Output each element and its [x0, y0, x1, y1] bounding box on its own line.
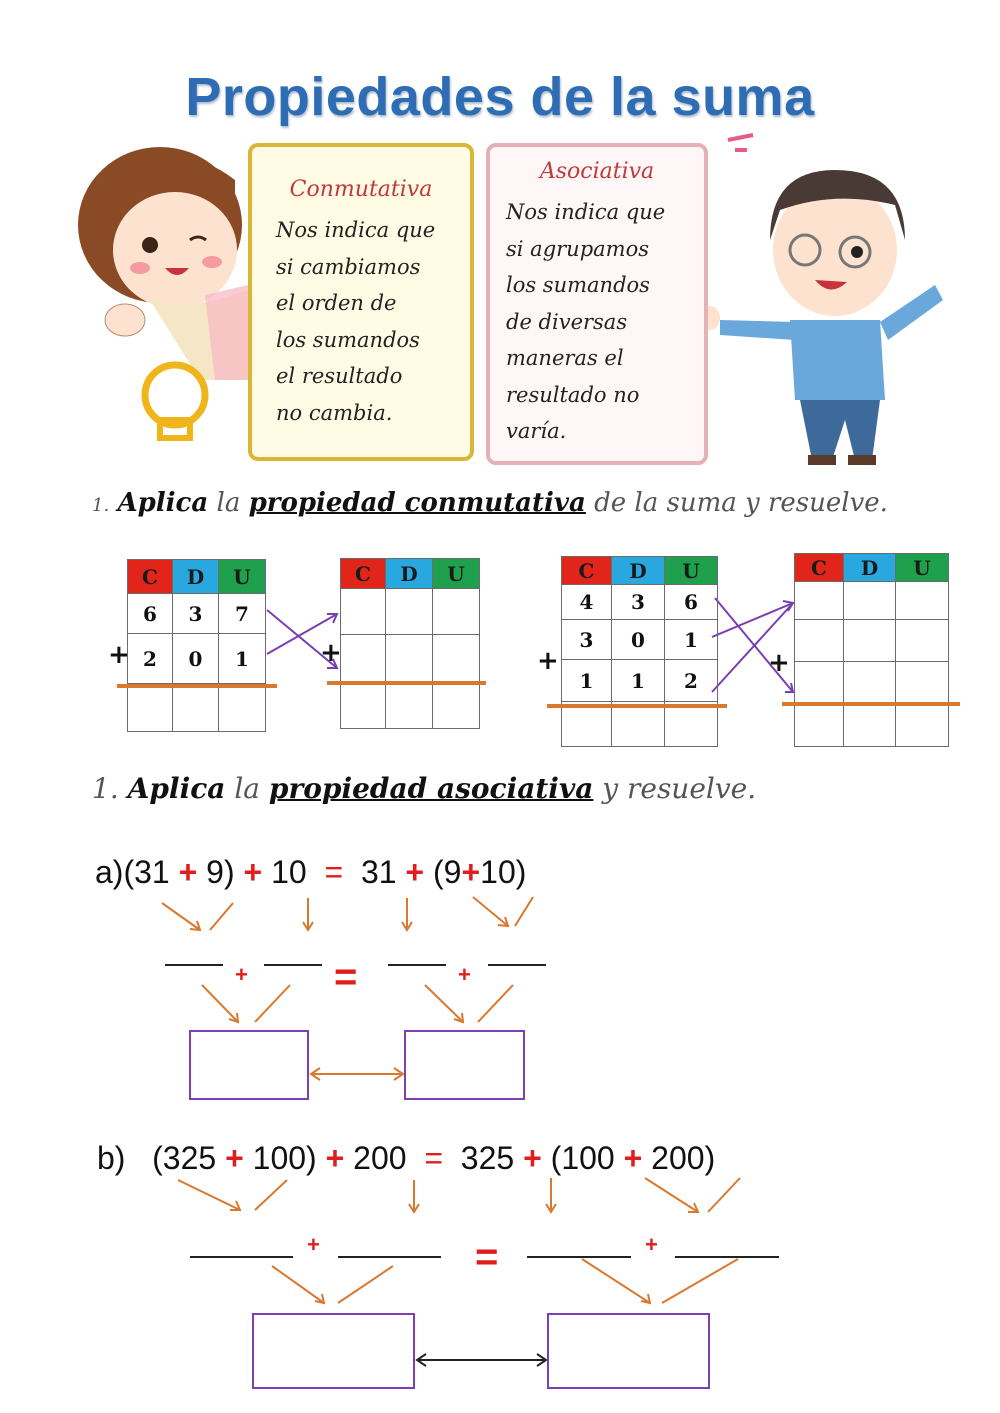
card-line: varía. [506, 419, 567, 443]
instruction-verb: Aplica [117, 488, 209, 518]
sum-line [547, 704, 727, 708]
answer-blank[interactable] [165, 964, 223, 966]
plus-sign: + [768, 648, 790, 678]
expr-term: 9) [206, 854, 235, 890]
instruction-property: propiedad asociativa [268, 772, 594, 805]
answer-blank[interactable] [190, 1256, 293, 1258]
answer-cell[interactable] [896, 662, 949, 704]
card-line: resultado no [506, 382, 640, 407]
answer-cell[interactable] [433, 635, 480, 685]
header-d: D [844, 554, 896, 582]
expression-b [97, 1140, 715, 1177]
plus-sign: + [325, 1140, 345, 1176]
answer-box[interactable] [547, 1313, 710, 1389]
instruction-verb: Aplica [127, 772, 226, 805]
answer-blank[interactable] [338, 1256, 441, 1258]
answer-cell[interactable] [844, 704, 896, 747]
cdu-table-2 [340, 558, 480, 729]
cdu-table-1 [127, 559, 266, 732]
sum-line [117, 684, 277, 688]
equals-sign: = [475, 1235, 499, 1279]
cell: 1 [612, 660, 665, 702]
answer-cell[interactable] [844, 662, 896, 704]
card-line: los sumandos [276, 327, 420, 352]
cell: 6 [128, 594, 173, 634]
page-title: Propiedades de la suma [185, 67, 815, 127]
plus-sign: + [458, 962, 471, 987]
expr-term: (31 [123, 854, 170, 890]
instruction-conmutativa [92, 488, 888, 518]
answer-cell[interactable] [386, 635, 433, 685]
answer-blank[interactable] [264, 964, 322, 966]
plus-sign: + [405, 854, 425, 890]
card-line: Nos indica que [506, 200, 666, 224]
instruction-asociativa [92, 772, 756, 805]
expr-term: 100) [252, 1140, 317, 1176]
answer-cell[interactable] [665, 702, 718, 747]
plus-sign: + [320, 638, 342, 668]
cdu-table-3 [561, 556, 718, 747]
card-line: si cambiamos [276, 254, 421, 279]
instruction-number: 1. [92, 495, 110, 516]
answer-box[interactable] [252, 1313, 415, 1389]
card-line: Nos indica que [276, 218, 436, 242]
answer-cell[interactable] [795, 662, 844, 704]
cell: 2 [665, 660, 718, 702]
plus-sign: + [108, 640, 130, 670]
answer-box[interactable] [404, 1030, 525, 1100]
answer-cell[interactable] [896, 620, 949, 662]
cell: 3 [562, 620, 612, 660]
expr-label: b) [97, 1140, 126, 1176]
instruction-word: la [216, 488, 241, 518]
answer-cell[interactable] [341, 589, 386, 635]
answer-cell[interactable] [612, 702, 665, 747]
header-c: C [341, 559, 386, 589]
cell: 1 [562, 660, 612, 702]
answer-cell[interactable] [341, 635, 386, 685]
answer-cell[interactable] [896, 704, 949, 747]
girl-illustration [78, 147, 248, 380]
cell: 0 [173, 634, 219, 684]
equals-sign: = [324, 854, 344, 890]
expression-a [95, 854, 526, 891]
answer-cell[interactable] [795, 582, 844, 620]
expr-term: 200 [353, 1140, 407, 1176]
header-c: C [562, 557, 612, 585]
card-line: maneras el [506, 346, 624, 370]
card-asociativa [486, 143, 708, 465]
instruction-number: 1. [92, 772, 119, 805]
plus-sign: + [461, 854, 481, 890]
sum-line [782, 702, 960, 706]
header-c: C [795, 554, 844, 582]
answer-cell[interactable] [173, 684, 219, 732]
answer-cell[interactable] [795, 620, 844, 662]
plus-sign: + [178, 854, 198, 890]
plus-sign: + [645, 1232, 658, 1257]
answer-blank[interactable] [675, 1256, 779, 1258]
plus-sign: + [537, 646, 559, 676]
answer-blank[interactable] [488, 964, 546, 966]
cell: 2 [128, 634, 173, 684]
expr-term: 325 [460, 1140, 515, 1176]
card-line: no cambia. [276, 400, 393, 425]
header-u: U [433, 559, 480, 589]
answer-cell[interactable] [896, 582, 949, 620]
plus-sign: + [225, 1140, 244, 1176]
lightbulb-icon [145, 365, 205, 438]
plus-sign: + [235, 962, 248, 987]
cell: 3 [612, 585, 665, 620]
instruction-property: propiedad conmutativa [248, 488, 586, 518]
answer-cell[interactable] [562, 702, 612, 747]
equals-sign: = [424, 1140, 444, 1176]
header-d: D [386, 559, 433, 589]
instruction-rest: de la suma y resuelve. [594, 488, 888, 518]
header-u: U [219, 560, 266, 594]
answer-cell[interactable] [128, 684, 173, 732]
cell: 1 [665, 620, 718, 660]
answer-cell[interactable] [386, 589, 433, 635]
card-line: de diversas [506, 309, 628, 334]
expr-term: (325 [152, 1140, 217, 1176]
cell: 4 [562, 585, 612, 620]
expr-term: 200) [651, 1140, 716, 1176]
header-d: D [173, 560, 219, 594]
expr-term: (9 [433, 854, 462, 890]
header-u: U [896, 554, 949, 582]
plus-sign: + [307, 1232, 320, 1257]
answer-cell[interactable] [844, 620, 896, 662]
card-asociativa-heading: Asociativa [539, 159, 655, 184]
card-line: el resultado [276, 364, 403, 388]
expr-term: (100 [550, 1140, 615, 1176]
card-conmutativa [248, 143, 474, 461]
card-line: si agrupamos [506, 236, 649, 261]
sum-line [327, 681, 486, 685]
cell: 6 [665, 585, 718, 620]
instruction-word: la [234, 772, 260, 805]
cell: 3 [173, 594, 219, 634]
expr-term: 31 [360, 854, 397, 890]
answer-blank[interactable] [527, 1256, 631, 1258]
answer-cell[interactable] [844, 582, 896, 620]
plus-sign: + [243, 854, 263, 890]
answer-box[interactable] [189, 1030, 309, 1100]
answer-cell[interactable] [341, 685, 386, 729]
plus-sign: + [623, 1140, 643, 1176]
answer-cell[interactable] [433, 685, 480, 729]
cell: 0 [612, 620, 665, 660]
expr-term: 10) [480, 854, 527, 890]
plus-sign: + [523, 1140, 542, 1176]
boy-illustration [700, 135, 943, 465]
expr-b-double-arrow [417, 1354, 546, 1366]
cdu-table-4 [794, 553, 949, 747]
header-u: U [665, 557, 718, 585]
answer-blank[interactable] [388, 964, 446, 966]
answer-cell[interactable] [433, 589, 480, 635]
card-conmutativa-heading: Conmutativa [289, 177, 433, 202]
answer-cell[interactable] [386, 685, 433, 729]
expr-label: a) [95, 854, 124, 890]
equals-sign: = [334, 955, 358, 999]
header-d: D [612, 557, 665, 585]
cell: 1 [219, 634, 266, 684]
header-c: C [128, 560, 173, 594]
card-line: los sumandos [506, 273, 650, 297]
instruction-rest: y resuelve. [602, 772, 757, 805]
card-line: el orden de [276, 291, 397, 315]
expr-term: 10 [271, 854, 307, 890]
cell: 7 [219, 594, 266, 634]
answer-cell[interactable] [795, 704, 844, 747]
answer-cell[interactable] [219, 684, 266, 732]
